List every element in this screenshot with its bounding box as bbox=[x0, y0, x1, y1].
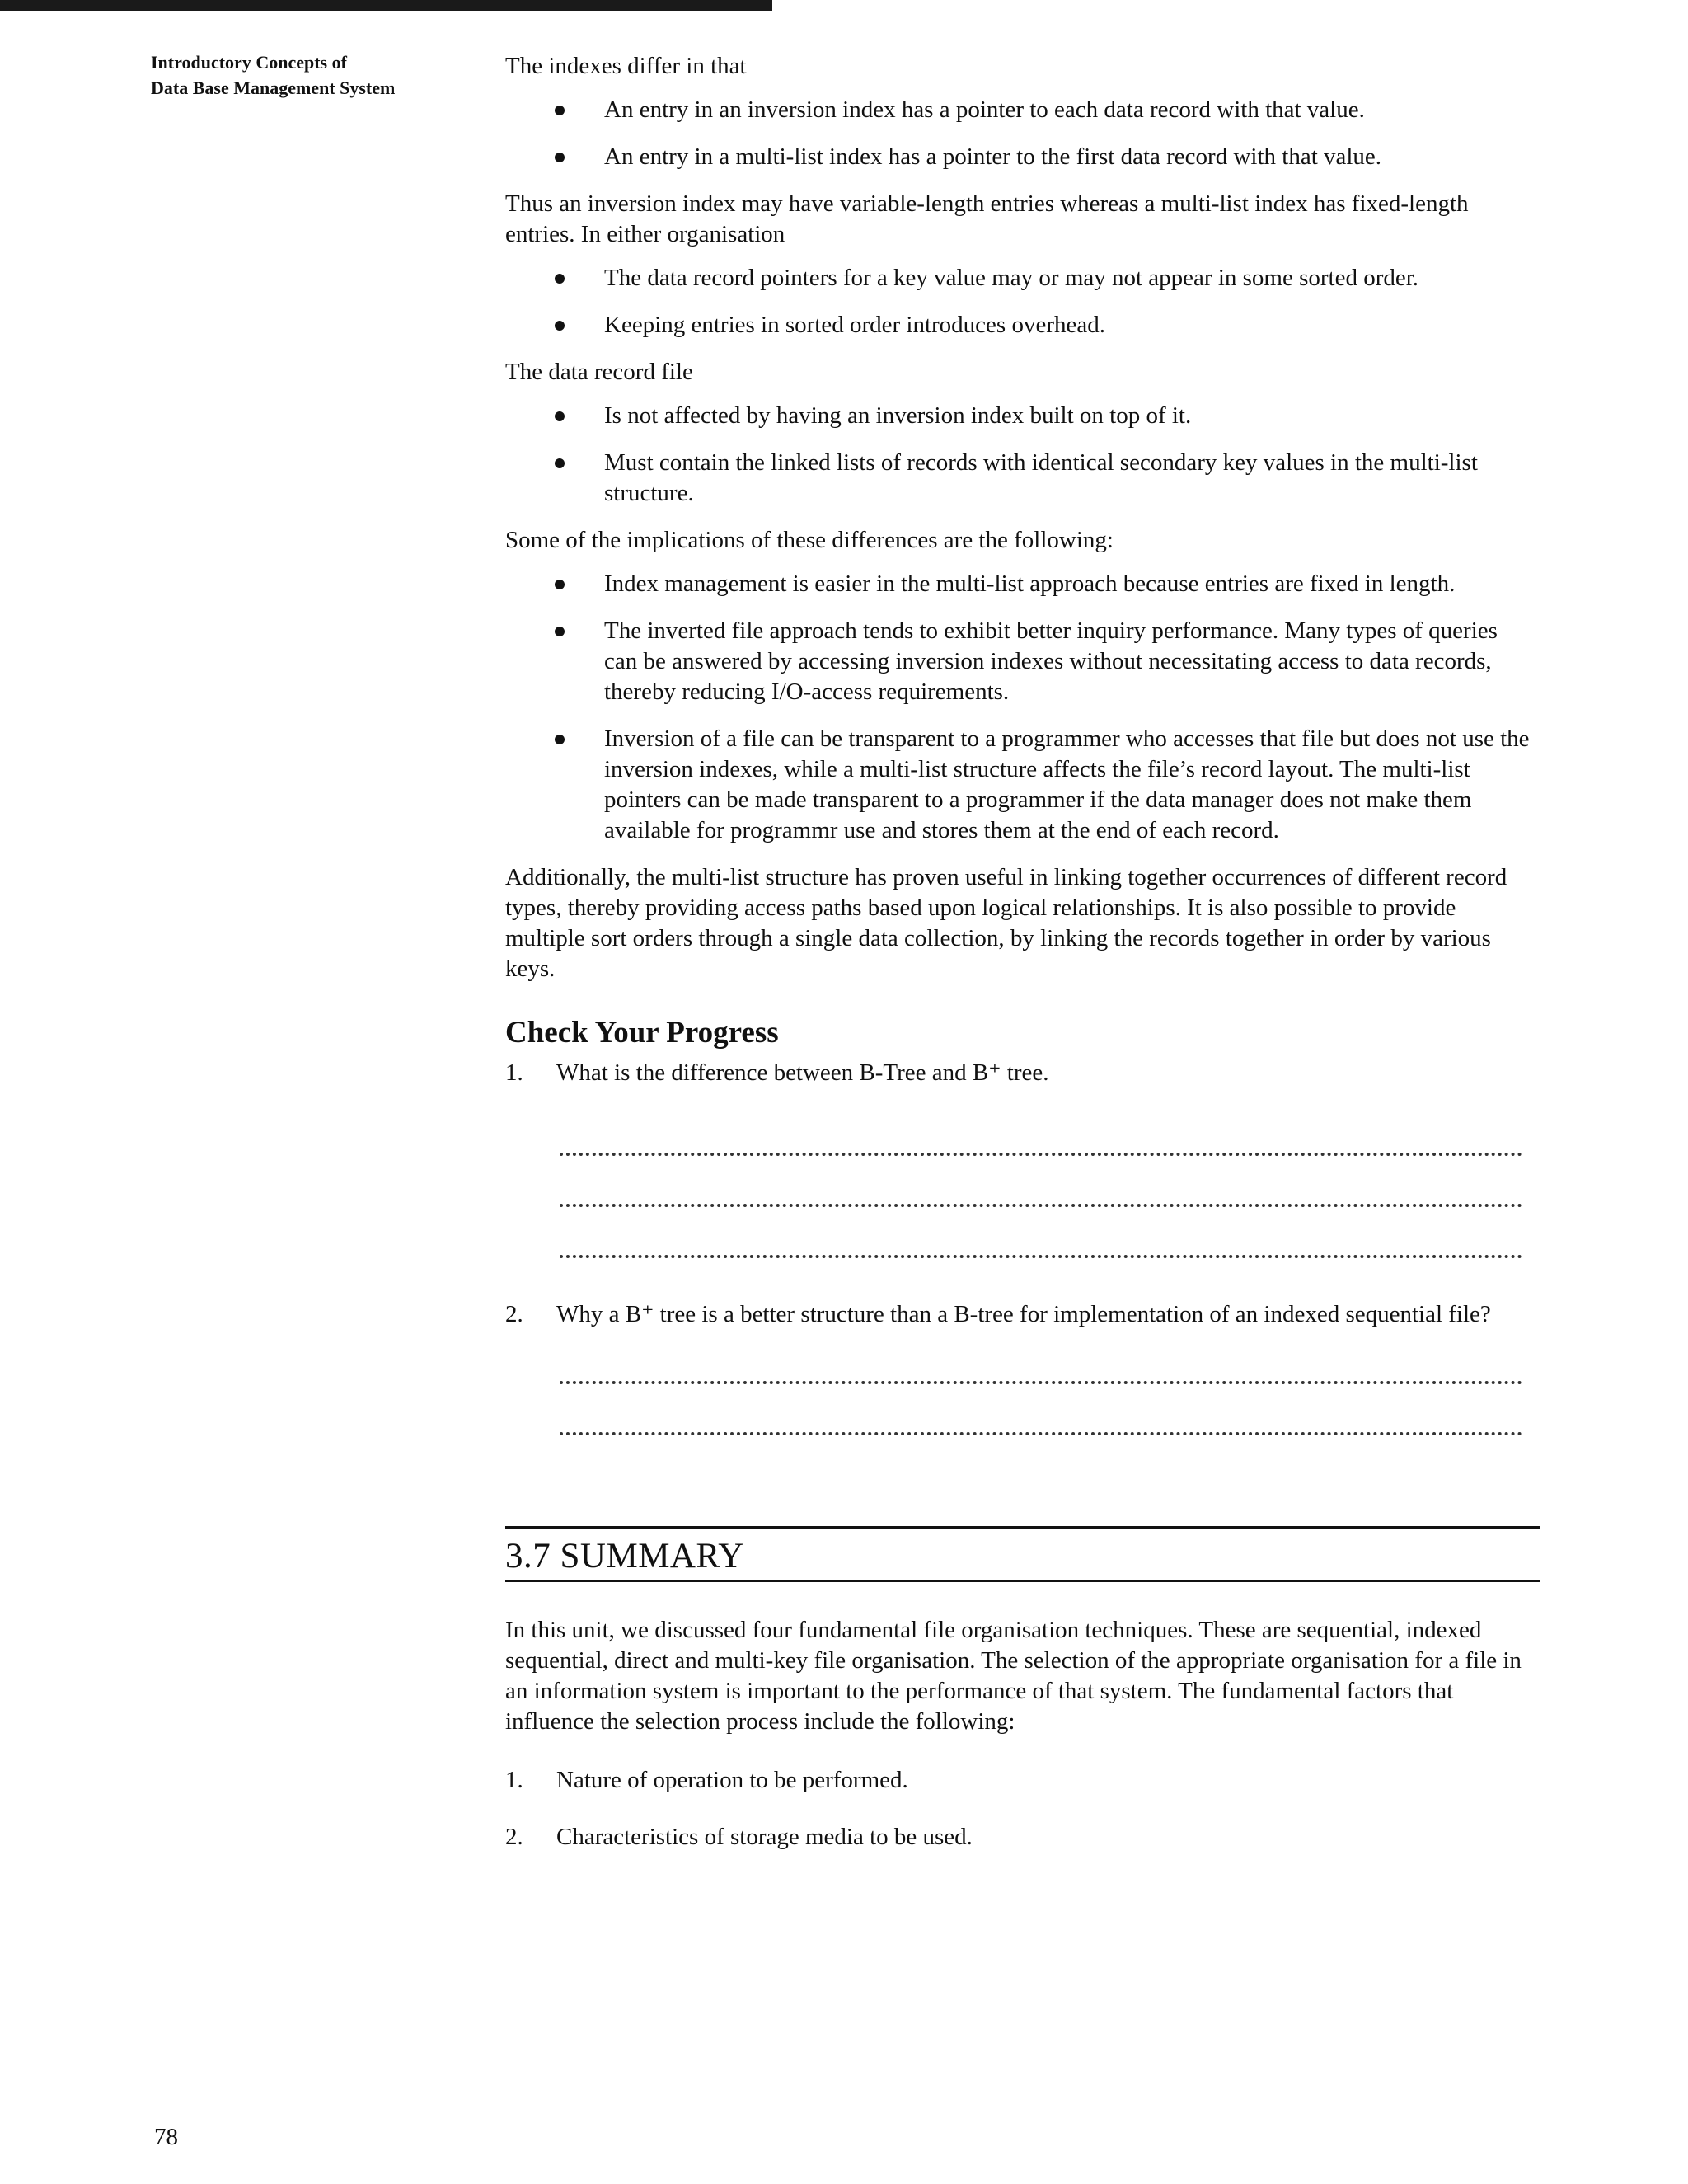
answer-area-1 bbox=[505, 1136, 1536, 1258]
list-item: The data record pointers for a key value may or may not appear in some sorted order. bbox=[505, 263, 1536, 294]
paragraph-variable-length: Thus an inversion index may have variable-length entries whereas a multi-list index has fixed-length entries. In either organisation bbox=[505, 190, 1469, 247]
list-item: Is not affected by having an inversion index built on top of it. bbox=[505, 401, 1536, 431]
paragraph-additionally: Additionally, the multi-list structure has proven useful in linking together occurrences of different record types, thereby providing access paths based upon logical relationships. It is also possible to provide multiple sort orders through a single data collection, by linking the records together in order by various keys. bbox=[505, 864, 1507, 982]
list-item: Inversion of a file can be transparent to a programmer who accesses that file but does not use the inversion indexes, while a multi-list structure affects the file’s record layout. The multi-list pointers can be made transparent to a programmer if the data manager does not make them available for programmr use and stores them at the end of each record. bbox=[505, 724, 1536, 846]
bullet-list-implications bbox=[505, 569, 1536, 846]
summary-factor-list bbox=[505, 1765, 1536, 1853]
answer-line[interactable] bbox=[560, 1238, 1522, 1258]
list-item: An entry in a multi-list index has a pointer to the first data record with that value. bbox=[505, 142, 1536, 172]
summary-paragraph: In this unit, we discussed four fundamental file organisation techniques. These are sequential, indexed sequential, direct and multi-key file organisation. The selection of the appropriate organisation for a file in an information system is important to the performance of that system. The fundamental factors that influence the selection process include the following: bbox=[505, 1617, 1522, 1735]
summary-heading: 3.7 SUMMARY bbox=[505, 1537, 744, 1576]
question-2 bbox=[505, 1299, 1536, 1330]
list-item bbox=[505, 1765, 1536, 1796]
list-item: Keeping entries in sorted order introduces overhead. bbox=[505, 310, 1536, 341]
bullet-list-data-record-file bbox=[505, 401, 1536, 509]
question-text: Why a B⁺ tree is a better structure than a B-tree for implementation of an indexed sequential file? bbox=[556, 1301, 1491, 1327]
answer-line[interactable] bbox=[560, 1187, 1522, 1207]
running-header-line-2: Data Base Management System bbox=[151, 77, 396, 98]
answer-area-2 bbox=[505, 1364, 1536, 1435]
list-item: Must contain the linked lists of records with identical secondary key values in the multi-list structure. bbox=[505, 448, 1536, 509]
item-text: Nature of operation to be performed. bbox=[556, 1767, 908, 1793]
list-item: The inverted file approach tends to exhibit better inquiry performance. Many types of queries can be answered by accessing inversion indexes without necessitating access to data records, thereby reducing I/O-access requirements. bbox=[505, 616, 1536, 707]
summary-bottom-rule bbox=[505, 1580, 1540, 1582]
question-text: What is the difference between B-Tree and B⁺ tree. bbox=[556, 1059, 1049, 1086]
list-item: Index management is easier in the multi-list approach because entries are fixed in length. bbox=[505, 569, 1536, 599]
item-text: Characteristics of storage media to be used. bbox=[556, 1824, 973, 1850]
paragraph-indexes-differ: The indexes differ in that bbox=[505, 53, 747, 79]
page-number: 78 bbox=[154, 2124, 178, 2150]
running-header-line-1: Introductory Concepts of bbox=[151, 52, 347, 73]
running-header bbox=[151, 49, 448, 101]
answer-line[interactable] bbox=[560, 1364, 1522, 1384]
bullet-list-index-entries bbox=[505, 95, 1536, 172]
check-your-progress-heading: Check Your Progress bbox=[505, 1016, 779, 1050]
summary-top-rule bbox=[505, 1526, 1540, 1529]
item-number: 1. bbox=[505, 1767, 523, 1793]
question-1 bbox=[505, 1058, 1536, 1088]
bullet-list-organisation bbox=[505, 263, 1536, 341]
question-number: 1. bbox=[505, 1059, 523, 1086]
answer-line[interactable] bbox=[560, 1136, 1522, 1156]
main-content bbox=[505, 51, 1536, 1879]
list-item: An entry in an inversion index has a pointer to each data record with that value. bbox=[505, 95, 1536, 125]
question-number: 2. bbox=[505, 1301, 523, 1327]
top-rule bbox=[0, 0, 772, 11]
paragraph-data-record-file: The data record file bbox=[505, 359, 693, 385]
answer-line[interactable] bbox=[560, 1416, 1522, 1435]
item-number: 2. bbox=[505, 1824, 523, 1850]
paragraph-implications: Some of the implications of these differences are the following: bbox=[505, 527, 1114, 553]
list-item bbox=[505, 1822, 1536, 1853]
